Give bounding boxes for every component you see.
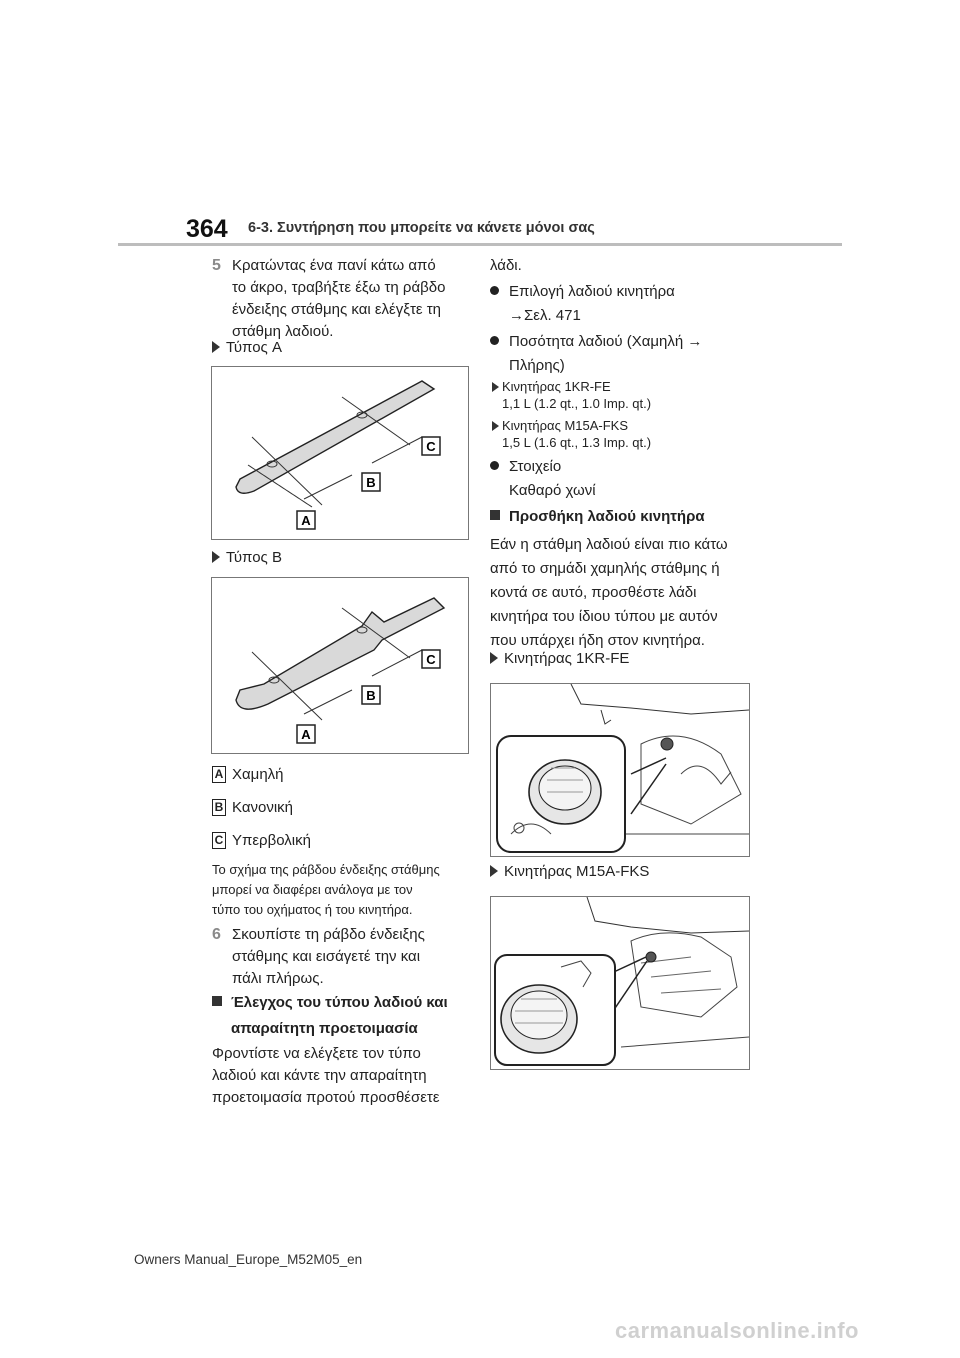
step-line: Σκουπίστε τη ράβδο ένδειξης xyxy=(232,926,425,943)
step-line: πάλι πλήρως. xyxy=(232,970,324,987)
para-line: κοντά σε αυτό, προσθέστε λάδι xyxy=(490,584,697,601)
page-reference: →Σελ. 471 xyxy=(509,307,581,324)
engine-m15a-drawing xyxy=(491,897,749,1069)
engine-m15a-amount xyxy=(492,416,651,453)
bullet-oil-quantity xyxy=(490,330,702,378)
engine-m15a-figure xyxy=(490,896,750,1070)
triangle-bullet-icon xyxy=(492,382,499,392)
triangle-bullet-icon xyxy=(212,341,220,353)
callout-a: A xyxy=(301,513,311,528)
legend-key: C xyxy=(212,832,226,849)
callout-c: C xyxy=(426,439,436,454)
bullet-item xyxy=(490,455,596,503)
figure-label-text: Κινητήρας 1KR-FE xyxy=(504,650,630,667)
page-number: 364 xyxy=(186,215,228,243)
engine-1kr-amount xyxy=(492,377,651,414)
legend-text: Χαμηλή xyxy=(232,766,284,783)
bullet-dot-icon xyxy=(490,461,499,470)
step-line: στάθμη λαδιού. xyxy=(232,323,334,340)
square-bullet-icon xyxy=(212,996,222,1006)
bullet-dot-icon xyxy=(490,336,499,345)
triangle-bullet-icon xyxy=(212,551,220,563)
heading-line: απαραίτητη προετοιμασία xyxy=(231,1020,418,1037)
dipstick-figure-type-b xyxy=(211,577,469,754)
heading-add-oil xyxy=(490,506,705,528)
triangle-bullet-icon xyxy=(490,865,498,877)
step-line: Κρατώντας ένα πανί κάτω από xyxy=(232,257,436,274)
engine-amount: 1,1 L (1.2 qt., 1.0 Imp. qt.) xyxy=(502,396,652,411)
para-line: Φροντίστε να ελέγξετε τον τύπο xyxy=(212,1045,421,1062)
step-line: στάθμης και εισάγετέ την και xyxy=(232,948,421,965)
para-line: λαδιού και κάντε την απαραίτητη xyxy=(212,1067,427,1084)
bullet-subtext: Καθαρό χωνί xyxy=(509,482,596,499)
dipstick-type-a-drawing xyxy=(212,367,468,539)
para-line: κινητήρα του ίδιου τύπου με αυτόν xyxy=(490,608,718,625)
watermark: carmanualsonline.info xyxy=(615,1318,859,1343)
bullet-text: Ποσότητα λαδιού (Χαμηλή → xyxy=(509,333,703,350)
engine-label: Κινητήρας 1KR-FE xyxy=(502,379,611,394)
check-paragraph xyxy=(212,1043,440,1109)
triangle-bullet-icon xyxy=(492,421,499,431)
square-bullet-icon xyxy=(490,510,500,520)
add-oil-paragraph xyxy=(490,533,728,653)
triangle-bullet-icon xyxy=(490,652,498,664)
manual-id: Owners Manual_Europe_M52M05_en xyxy=(134,1252,363,1267)
bullet-oil-selection xyxy=(490,280,675,328)
callout-b: B xyxy=(366,688,376,703)
step-5 xyxy=(212,255,472,340)
step-6 xyxy=(212,924,472,987)
legend-text: Υπερβολική xyxy=(232,832,311,849)
type-a-text: Τύπος A xyxy=(226,339,282,356)
step-line: το άκρο, τραβήξτε έξω τη ράβδο xyxy=(232,279,446,296)
heading-text: Προσθήκη λαδιού κινητήρα xyxy=(509,508,705,525)
heading-line: Έλεγχος του τύπου λαδιού και xyxy=(231,994,448,1011)
para-line: προετοιμασία προτού προσθέσετε xyxy=(212,1089,440,1106)
step-number: 6 xyxy=(212,926,221,943)
type-a-label xyxy=(212,337,282,359)
step-number: 5 xyxy=(212,257,221,274)
legend-excessive xyxy=(212,830,311,852)
note-line: Το σχήμα της ράβδου ένδειξης στάθμης xyxy=(212,862,440,877)
type-b-label xyxy=(212,547,282,569)
shape-note xyxy=(212,860,474,920)
callout-b: B xyxy=(366,475,376,490)
step-text xyxy=(232,255,445,343)
bullet-text: Στοιχείο xyxy=(509,458,562,475)
para-line: Εάν η στάθμη λαδιού είναι πιο κάτω xyxy=(490,536,728,553)
legend-key: B xyxy=(212,799,226,816)
para-line: από το σημάδι χαμηλής στάθμης ή xyxy=(490,560,720,577)
engine-1kr-drawing xyxy=(491,684,749,856)
bullet-text: Επιλογή λαδιού κινητήρα xyxy=(509,283,675,300)
engine-label: Κινητήρας M15A-FKS xyxy=(502,418,629,433)
step-line: ένδειξης στάθμης και ελέγξτε τη xyxy=(232,301,442,318)
callout-c: C xyxy=(426,652,436,667)
figure-label-text: Κινητήρας M15A-FKS xyxy=(504,863,650,880)
step-text xyxy=(232,924,425,990)
bullet-text: Πλήρης) xyxy=(509,357,565,374)
para-line: που υπάρχει ήδη στον κινητήρα. xyxy=(490,632,705,649)
engine-amount: 1,5 L (1.6 qt., 1.3 Imp. qt.) xyxy=(502,435,652,450)
heading-oil-type-check xyxy=(212,990,448,1042)
legend-low xyxy=(212,764,284,786)
legend-normal xyxy=(212,797,293,819)
engine-m15a-figure-label xyxy=(490,861,649,883)
header-rule xyxy=(118,243,842,246)
callout-a: A xyxy=(301,727,311,742)
legend-text: Κανονική xyxy=(232,799,294,816)
dipstick-figure-type-a xyxy=(211,366,469,540)
type-b-text: Τύπος B xyxy=(226,549,282,566)
note-line: μπορεί να διαφέρει ανάλογα με τον xyxy=(212,882,413,897)
legend-key: A xyxy=(212,766,226,783)
dipstick-type-b-drawing xyxy=(212,578,468,753)
engine-1kr-figure xyxy=(490,683,750,857)
engine-1kr-figure-label xyxy=(490,648,629,670)
note-line: τύπο του οχήματος ή του κινητήρα. xyxy=(212,902,413,917)
section-title: 6-3. Συντήρηση που μπορείτε να κάνετε μόνοι σας xyxy=(248,220,595,236)
bullet-dot-icon xyxy=(490,286,499,295)
continued-text: λάδι. xyxy=(490,257,522,274)
